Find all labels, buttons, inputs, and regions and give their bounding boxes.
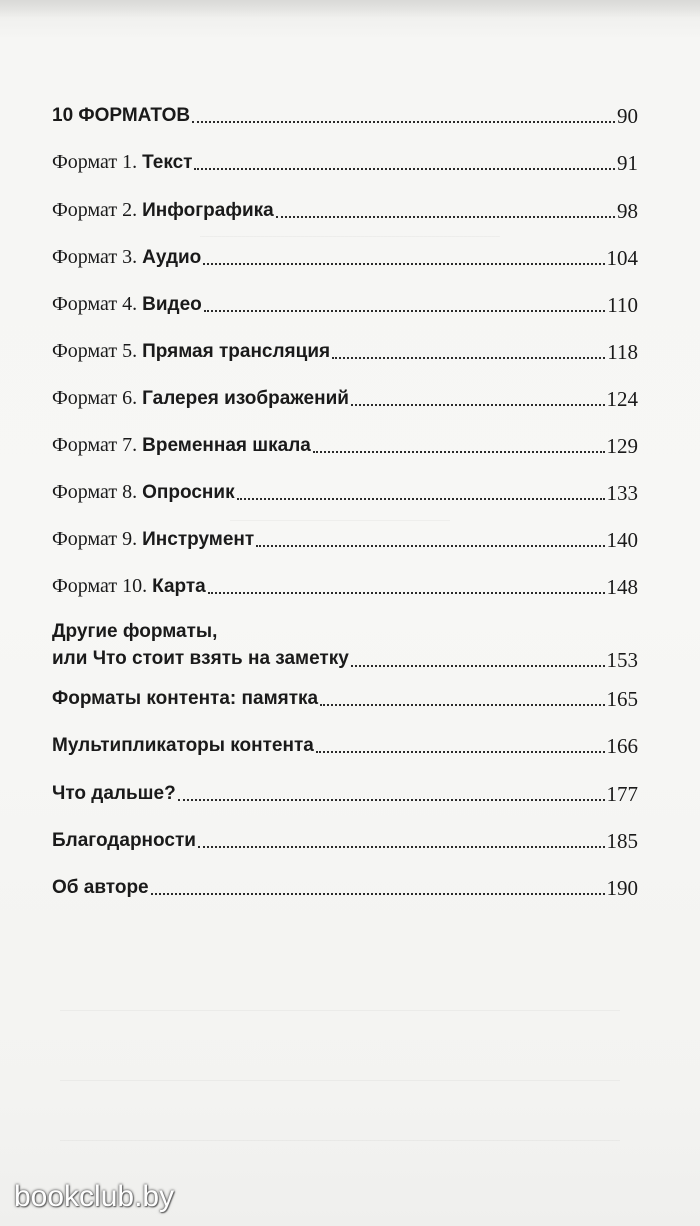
toc-entry-page: 153 xyxy=(606,648,638,672)
toc-entry-title: Благодарности xyxy=(52,830,196,851)
toc-entry-name: Опросник xyxy=(142,482,235,503)
toc-entry xyxy=(52,876,638,900)
toc-entry-name: Аудио xyxy=(142,247,202,268)
toc-entry-page: 104 xyxy=(606,246,638,270)
dot-leader xyxy=(332,356,605,359)
toc-entry xyxy=(52,527,638,552)
toc-entry-page: 140 xyxy=(606,528,638,552)
dot-leader xyxy=(208,591,605,594)
toc-entry-title: Форматы контента: памятка xyxy=(52,688,319,709)
toc-entry-name: Прямая трансляция xyxy=(142,341,331,362)
watermark: bookclub.by xyxy=(14,1180,175,1213)
dot-leader xyxy=(351,403,605,406)
toc-entry-prefix: Формат 9. xyxy=(52,528,143,550)
toc-entry-title xyxy=(52,574,206,599)
toc-entry-title xyxy=(52,198,274,223)
toc-entry-page: 133 xyxy=(606,481,638,505)
toc-entry-page: 124 xyxy=(606,387,638,411)
toc-entry xyxy=(52,433,638,458)
toc-entry-prefix: Формат 1. xyxy=(52,151,143,173)
toc-entry-title xyxy=(52,245,201,270)
dot-leader xyxy=(256,544,604,547)
toc-entry xyxy=(52,829,638,853)
toc-entry-page: 177 xyxy=(606,782,638,806)
toc-entry-title xyxy=(52,433,311,458)
toc-entry-title: Об авторе xyxy=(52,877,149,898)
dot-leader xyxy=(178,798,605,801)
dot-leader xyxy=(316,750,605,753)
toc-entry-title xyxy=(52,618,349,672)
toc-entry xyxy=(52,245,638,270)
bleed-through-line xyxy=(60,1010,620,1011)
dot-leader xyxy=(320,703,604,706)
toc-entry-title xyxy=(52,150,192,175)
toc-entry-name: Видео xyxy=(142,294,202,315)
toc-entry xyxy=(52,618,638,672)
toc-entry-name: Инфографика xyxy=(142,200,274,221)
toc-entry-name: Карта xyxy=(152,576,206,597)
toc-entry-name: Инструмент xyxy=(142,529,255,550)
toc-entry xyxy=(52,480,638,505)
toc-entry-title-line1: Другие форматы, xyxy=(52,621,218,642)
toc-entry-prefix: Формат 3. xyxy=(52,246,143,268)
toc-entry-page: 165 xyxy=(606,687,638,711)
toc-entry-page: 190 xyxy=(606,876,638,900)
toc-entry-title xyxy=(52,480,235,505)
dot-leader xyxy=(194,167,615,170)
toc-entry-page: 110 xyxy=(607,293,638,317)
toc-entry-prefix: Формат 6. xyxy=(52,387,143,409)
toc-entry-prefix: Формат 10. xyxy=(52,575,153,597)
toc-entry-page: 98 xyxy=(617,199,638,223)
dot-leader xyxy=(276,215,615,218)
bleed-through-line xyxy=(60,1080,620,1081)
toc-entry xyxy=(52,292,638,317)
toc-entry-name: Временная шкала xyxy=(142,435,311,456)
toc-entry-page: 118 xyxy=(607,340,638,364)
toc-entry-page: 148 xyxy=(606,575,638,599)
dot-leader xyxy=(151,892,605,895)
bleed-through-line xyxy=(200,236,500,237)
dot-leader xyxy=(237,497,605,500)
toc-entry-title: Мультипликаторы контента xyxy=(52,735,314,756)
toc-entry-title xyxy=(52,292,202,317)
dot-leader xyxy=(204,309,606,312)
toc-entry-title: Что дальше? xyxy=(52,783,176,804)
toc-entry xyxy=(52,150,638,175)
toc-entry xyxy=(52,104,638,128)
toc-entry xyxy=(52,734,638,758)
dot-leader xyxy=(192,120,615,123)
dot-leader xyxy=(313,450,605,453)
toc-entry-name: Галерея изображений xyxy=(142,388,349,409)
dot-leader xyxy=(198,845,605,848)
toc-entry-prefix: Формат 2. xyxy=(52,199,143,221)
toc-entry xyxy=(52,574,638,599)
toc-entry xyxy=(52,198,638,223)
toc-entry-page: 90 xyxy=(617,104,638,128)
toc-entry xyxy=(52,386,638,411)
toc-entry-prefix: Формат 4. xyxy=(52,293,143,315)
toc-entry-title: 10 ФОРМАТОВ xyxy=(52,105,191,126)
toc-entry-title xyxy=(52,386,349,411)
toc-entry-page: 129 xyxy=(606,434,638,458)
dot-leader xyxy=(351,664,605,667)
page-top-shadow xyxy=(0,0,700,18)
toc-entry-page: 91 xyxy=(617,151,638,175)
toc-entry-title-line2: или Что стоит взять на заметку xyxy=(52,648,349,669)
toc-entry-page: 166 xyxy=(606,734,638,758)
toc-entry xyxy=(52,687,638,711)
toc-entry xyxy=(52,339,638,364)
toc-entry xyxy=(52,782,638,806)
dot-leader xyxy=(203,262,604,265)
toc-entry-title xyxy=(52,527,254,552)
bleed-through-line xyxy=(230,520,450,521)
bleed-through-line xyxy=(60,1140,620,1141)
toc-entry-prefix: Формат 7. xyxy=(52,434,143,456)
toc-entry-prefix: Формат 5. xyxy=(52,340,143,362)
toc-entry-title xyxy=(52,339,330,364)
toc-entry-page: 185 xyxy=(606,829,638,853)
toc-entry-name: Текст xyxy=(142,152,193,173)
toc-entry-prefix: Формат 8. xyxy=(52,481,143,503)
